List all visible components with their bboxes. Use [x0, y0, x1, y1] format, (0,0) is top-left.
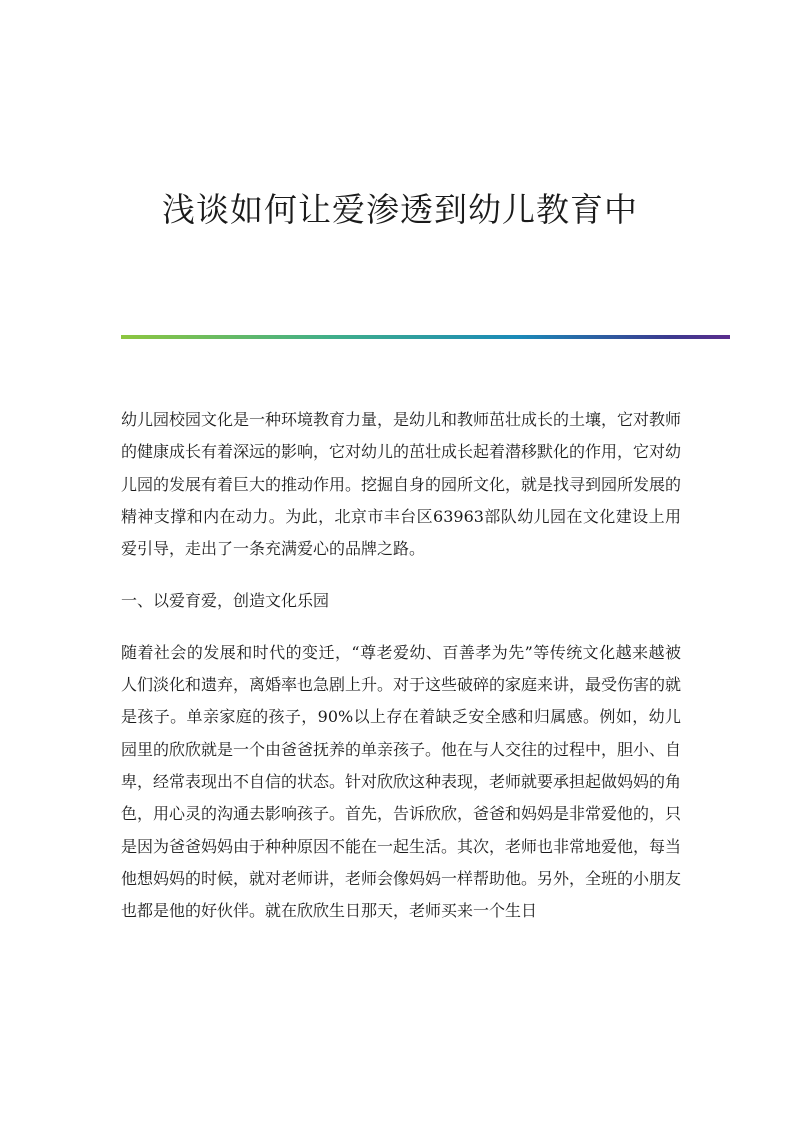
document-title: 浅谈如何让爱渗透到幼儿教育中 [162, 190, 638, 229]
document-body [121, 404, 681, 947]
title-divider [121, 335, 730, 339]
section-heading: 一、以爱育爱，创造文化乐园 [121, 590, 330, 610]
section-paragraph: 随着社会的发展和时代的变迁，“尊老爱幼、百善孝为先”等传统文化越来越被人们淡化和遗弃，离婚率也急剧上升。对于这些破碎的家庭来讲，最受伤害的就是孩子。单亲家庭的孩子，90%以上存在着缺乏安全感和归属感。例如，幼儿园里的欣欣就是一个由爸爸抚养的单亲孩子。他在与人交往的过程中，胆小、自卑，经常表现出不自信的状态。针对欣欣这种表现，老师就要承担起做妈妈的角色，用心灵的沟通去影响孩子。首先，告诉欣欣，爸爸和妈妈是非常爱他的，只是因为爸爸妈妈由于种种原因不能在一起生活。其次，老师也非常地爱他，每当他想妈妈的时候，就对老师讲，老师会像妈妈一样帮助他。另外，全班的小朋友也都是他的好伙伴。就在欣欣生日那天，老师买来一个生日 [121, 642, 682, 921]
intro-paragraph: 幼儿园校园文化是一种环境教育力量，是幼儿和教师茁壮成长的土壤，它对教师的健康成长有着深远的影响，它对幼儿的茁壮成长起着潜移默化的作用，它对幼儿园的发展有着巨大的推动作用。挖掘自身的园所文化，就是找寻到园所发展的精神支撑和内在动力。为此，北京市丰台区63963部队幼儿园在文化建设上用爱引导，走出了一条充满爱心的品牌之路。 [121, 410, 682, 559]
